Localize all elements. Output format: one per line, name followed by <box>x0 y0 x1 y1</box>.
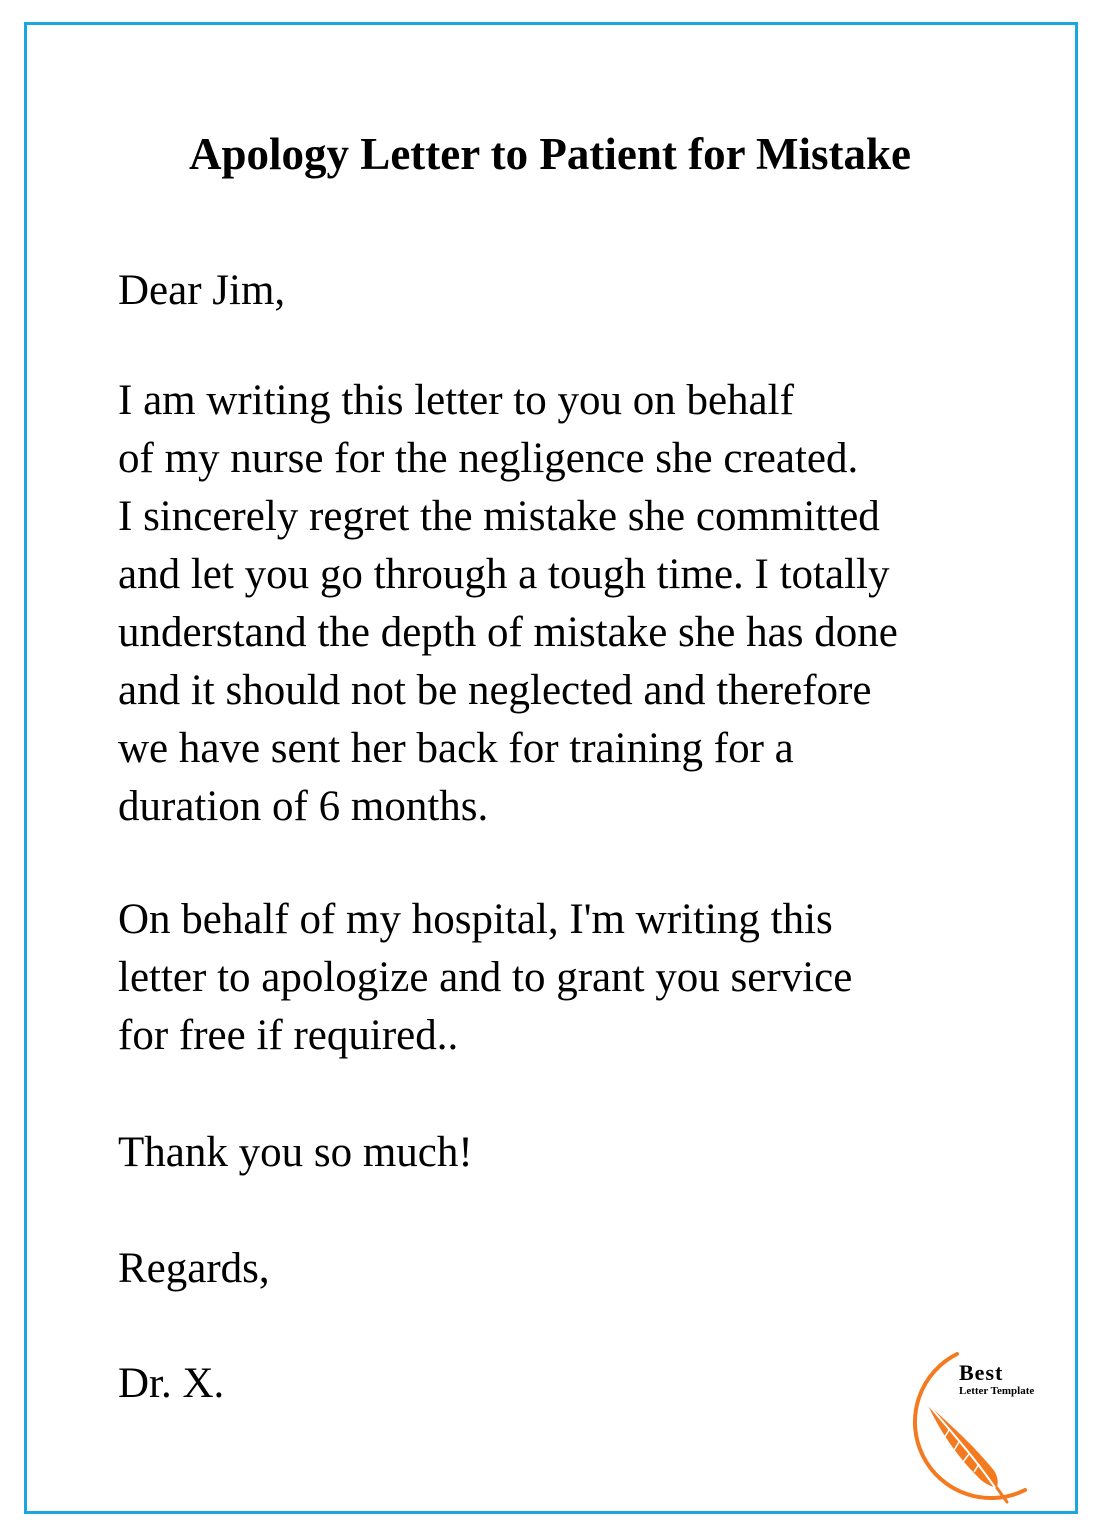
paragraph-2 <box>118 891 852 1065</box>
paragraph-2-line: letter to apologize and to grant you service <box>118 954 853 1001</box>
salutation <box>118 262 285 320</box>
paragraph-1-line: duration of 6 months. <box>118 783 489 830</box>
paragraph-1-line: I sincerely regret the mistake she committed <box>118 493 880 540</box>
paragraph-2-line: On behalf of my hospital, I'm writing this <box>118 896 833 943</box>
signature-text: Dr. X. <box>118 1360 225 1407</box>
signature <box>118 1355 224 1413</box>
best-letter-template-logo <box>897 1348 1057 1508</box>
logo-subtitle-text: Letter Template <box>959 1385 1035 1397</box>
feather-icon <box>927 1403 1007 1502</box>
paragraph-2-line: for free if required.. <box>118 1012 459 1059</box>
closing <box>118 1240 270 1298</box>
paragraph-1-line: understand the depth of mistake she has done <box>118 609 898 656</box>
letter-title: Apology Letter to Patient for Mistake <box>189 129 911 179</box>
paragraph-1-line: and let you go through a tough time. I totally <box>118 551 890 598</box>
closing-text: Regards, <box>118 1245 270 1292</box>
logo-best-text: Best <box>959 1360 1004 1385</box>
salutation-line: Dear Jim, <box>118 267 286 314</box>
thanks-text: Thank you so much! <box>118 1129 473 1176</box>
paragraph-1-line: of my nurse for the negligence she created. <box>118 435 859 482</box>
paragraph-1-line: I am writing this letter to you on behalf <box>118 377 794 424</box>
paragraph-1 <box>118 372 898 836</box>
thanks-line <box>118 1124 473 1182</box>
paragraph-1-line: we have sent her back for training for a <box>118 725 794 772</box>
paragraph-1-line: and it should not be neglected and therefore <box>118 667 872 714</box>
